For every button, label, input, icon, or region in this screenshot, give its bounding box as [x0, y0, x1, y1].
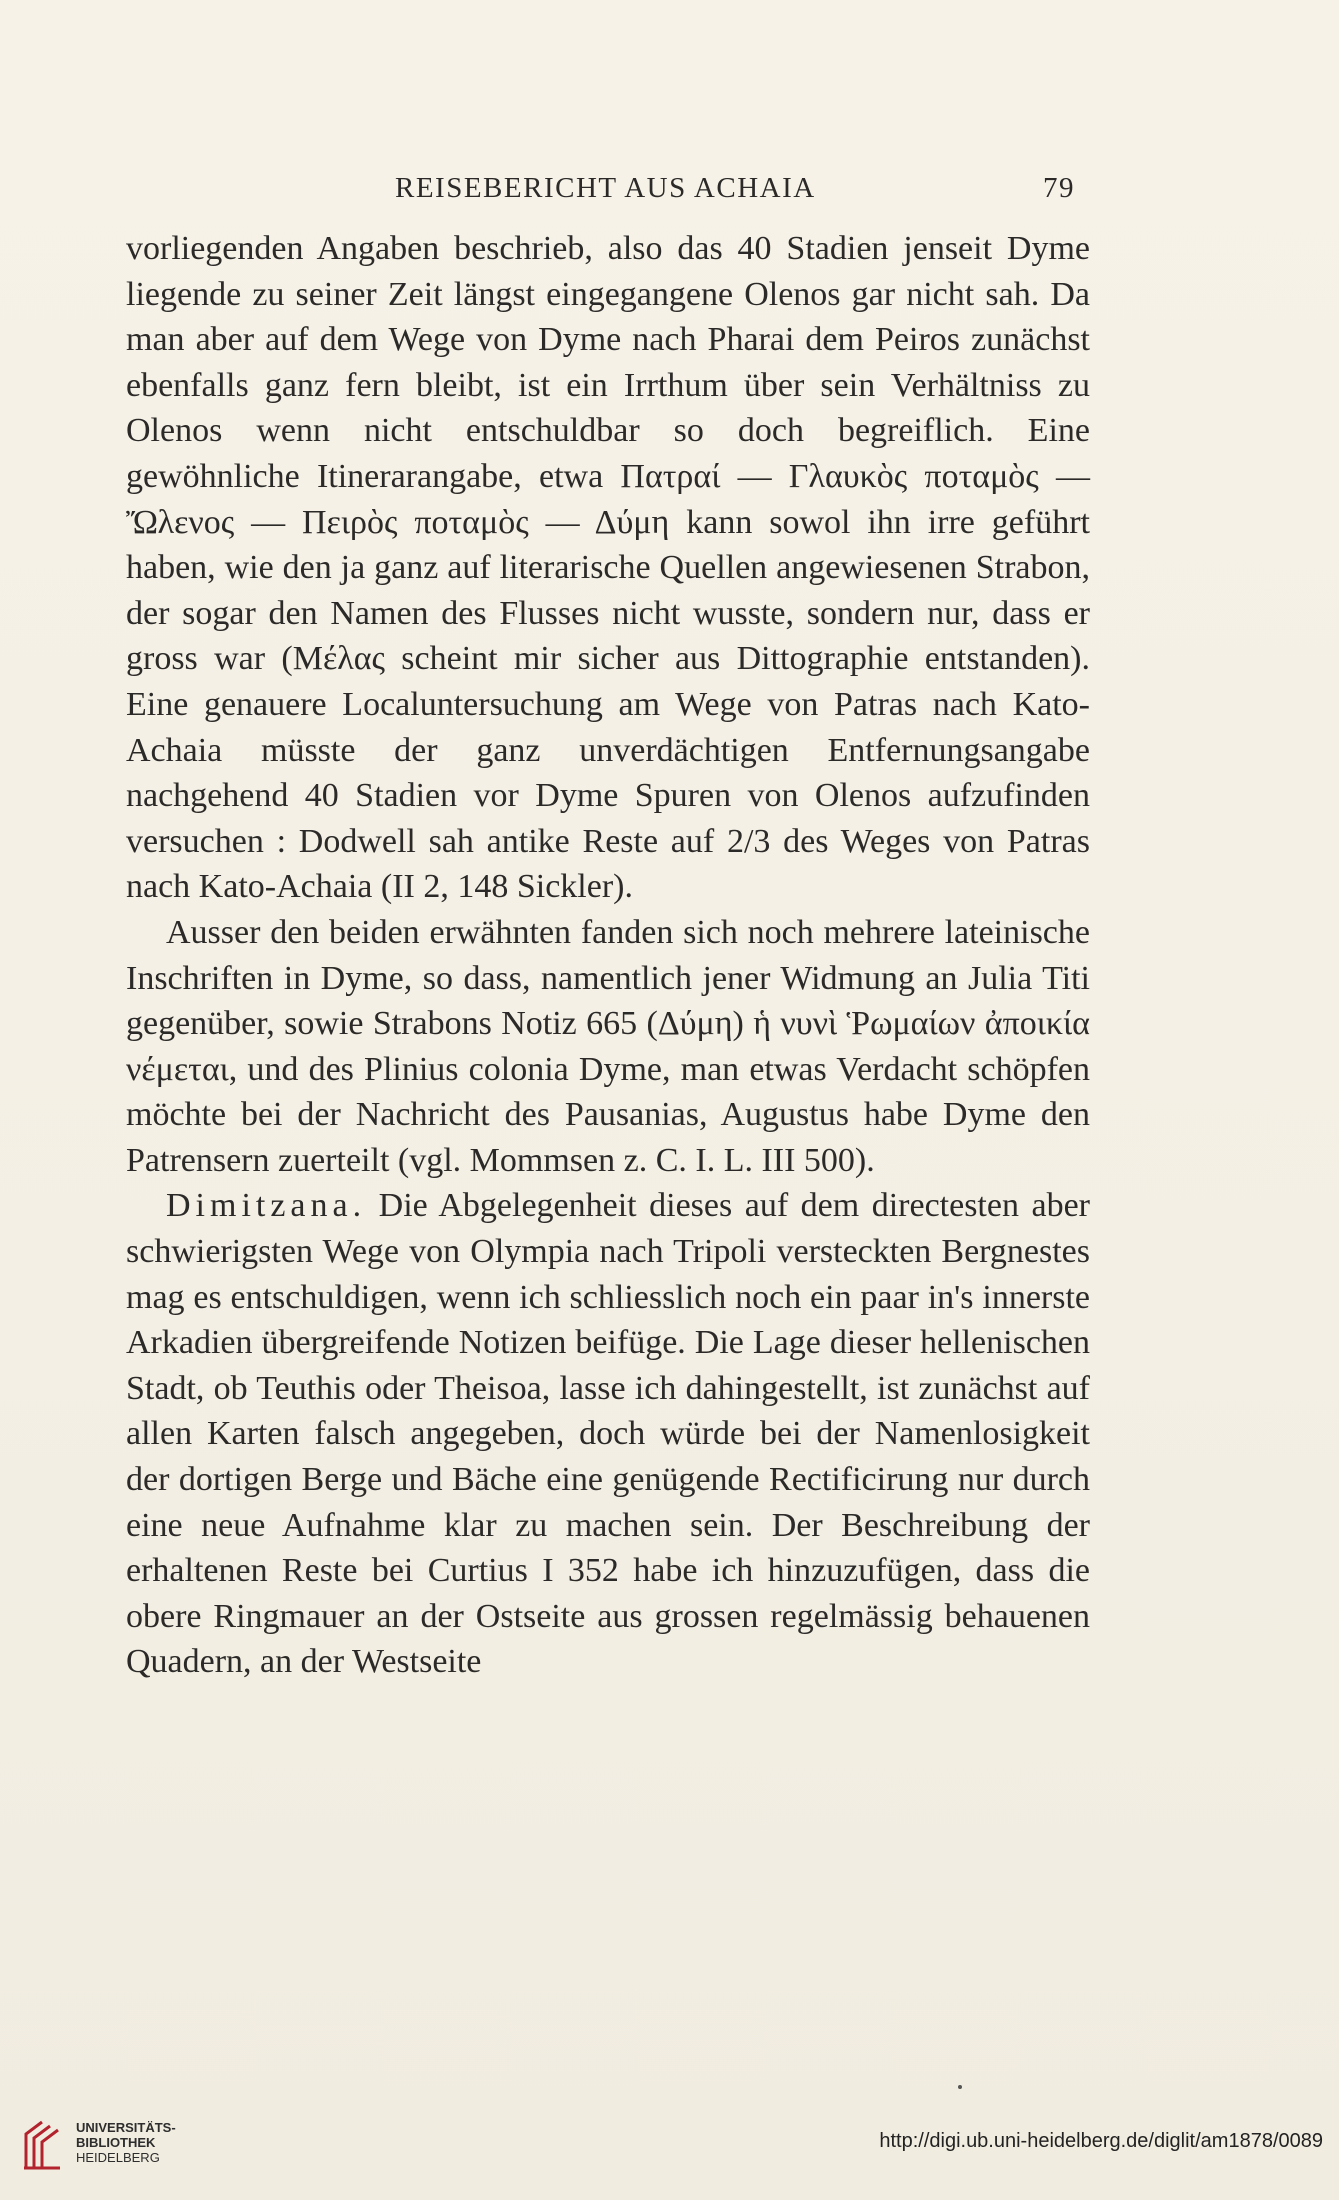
body-text — [126, 226, 1090, 1685]
paragraph-1: vorliegenden Angaben beschrieb, also das 40 Stadien jenseit Dyme liegende zu seiner Zeit längst eingegangene Olenos gar nicht sah. Da man aber auf dem Wege von Dyme nach Pharai dem Peiros zunächst ebenfalls ganz fern bleibt, ist ein Irrthum über sein Verhältniss zu Olenos wenn nicht entschuldbar so doch begreiflich. Eine gewöhnliche Itinerarangabe, etwa Πατραί — Γλαυκὸς ποταμὸς — Ὤλενος — Πειρὸς ποταμὸς — Δύμη kann sowol ihn irre geführt haben, wie den ja ganz auf literarische Quellen angewiesenen Strabon, der sogar den Namen des Flusses nicht wusste, sondern nur, dass er gross war (Μέλας scheint mir sicher aus Dittographie entstanden). Eine genauere Localuntersuchung am Wege von Patras nach Kato-Achaia müsste der ganz unverdächtigen Entfernungsangabe nachgehend 40 Stadien vor Dyme Spuren von Olenos aufzufinden versuchen : Dodwell sah antike Reste auf 2/3 des Weges von Patras nach Kato-Achaia (II 2, 148 Sickler). — [126, 230, 1090, 906]
library-logo[interactable] — [20, 2112, 180, 2176]
library-logo-icon — [20, 2116, 68, 2172]
paragraph-3-text: Die Abgelegenheit dieses auf dem directesten aber schwierigsten Wege von Olympia nach Tripoli versteckten Bergnestes mag es entschuldigen, wenn ich schliesslich noch ein paar in's innerste Arkadien übergreifende Notizen beifüge. Die Lage dieser hellenischen Stadt, ob Teuthis oder Theisoa, lasse ich dahingestellt, ist zunächst auf allen Karten falsch angegeben, doch würde bei der Namenlosigkeit der dortigen Berge und Bäche eine genügende Rectificirung nur durch eine neue Aufnahme klar zu machen sein. Der Beschreibung der erhaltenen Reste bei Curtius I 352 habe ich hinzuzufügen, dass die obere Ringmauer an der Ostseite aus grossen regelmässig behauenen Quadern, an der Westseite — [126, 1187, 1090, 1681]
page-number: 79 — [1043, 172, 1075, 204]
logo-line-2: BIBLIOTHEK — [76, 2135, 156, 2150]
section-heading-dimitzana: Dimitzana. — [166, 1187, 367, 1225]
running-title: REISEBERICHT AUS ACHAIA — [395, 172, 816, 204]
paragraph-3 — [126, 1183, 1090, 1685]
logo-line-3: HEIDELBERG — [76, 2150, 160, 2165]
paragraph-2: Ausser den beiden erwähnten fanden sich noch mehrere lateinische Inschriften in Dyme, so dass, namentlich jener Widmung an Julia Titi gegenüber, sowie Strabons Notiz 665 (Δύμη) ἡ νυνὶ Ῥωμαίων ἀποικία νέμεται, und des Plinius colonia Dyme, man etwas Verdacht schöpfen möchte bei der Nachricht des Pausanias, Augustus habe Dyme den Patrensern zuerteilt (vgl. Mommsen z. C. I. L. III 500). — [126, 913, 1090, 1179]
stray-dot — [958, 2085, 962, 2089]
logo-line-1: UNIVERSITÄTS- — [76, 2120, 176, 2135]
source-url[interactable]: http://digi.ub.uni-heidelberg.de/diglit/am1878/0089 — [879, 2130, 1323, 2152]
library-logo-text — [76, 2120, 176, 2165]
